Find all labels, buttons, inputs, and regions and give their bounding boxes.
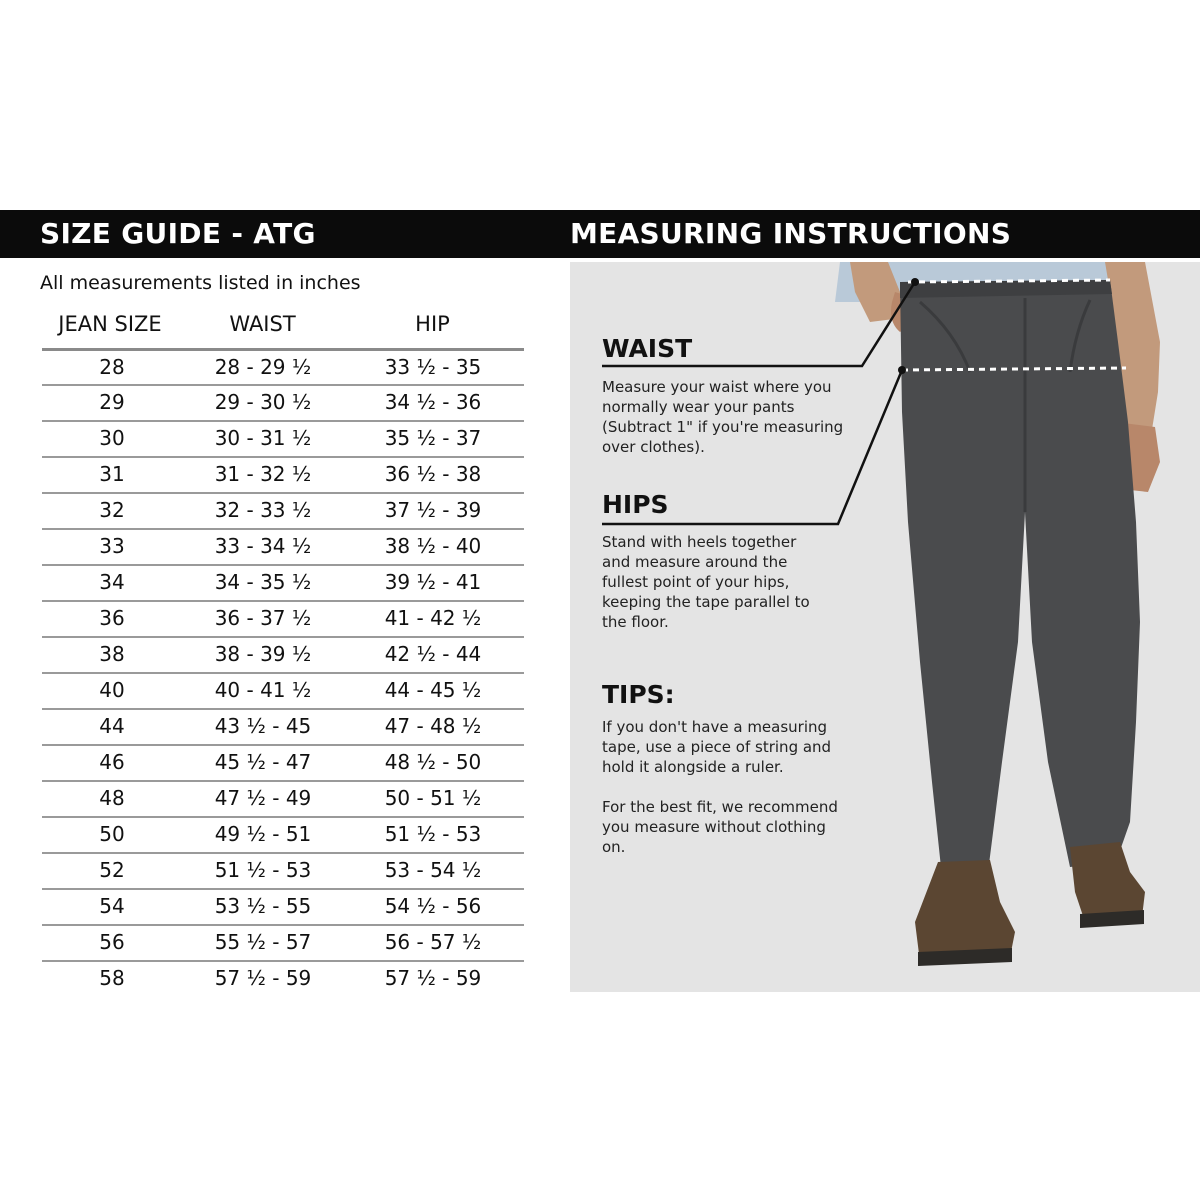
table-row bbox=[42, 708, 524, 744]
hip-cell: 38 ½ - 40 bbox=[384, 534, 482, 558]
hip-cell: 54 ½ - 56 bbox=[384, 894, 482, 918]
column-header-waist: WAIST bbox=[229, 312, 296, 336]
hips-heading: HIPS bbox=[602, 490, 669, 519]
jean-size-cell: 50 bbox=[99, 822, 125, 846]
hip-cell: 56 - 57 ½ bbox=[384, 930, 482, 954]
waist-cell: 47 ½ - 49 bbox=[214, 786, 312, 810]
waist-cell: 49 ½ - 51 bbox=[214, 822, 312, 846]
hip-cell: 33 ½ - 35 bbox=[384, 355, 482, 379]
jean-size-cell: 29 bbox=[99, 390, 125, 414]
hip-cell: 44 - 45 ½ bbox=[384, 678, 482, 702]
jean-size-cell: 34 bbox=[99, 570, 125, 594]
jean-size-cell: 52 bbox=[99, 858, 125, 882]
waist-cell: 51 ½ - 53 bbox=[214, 858, 312, 882]
waist-instructions bbox=[602, 377, 862, 477]
waist-cell: 57 ½ - 59 bbox=[214, 966, 312, 990]
table-row bbox=[42, 456, 524, 492]
hip-cell: 57 ½ - 59 bbox=[384, 966, 482, 990]
hips-instructions-text: Stand with heels together and measure around the fullest point of your hips, keeping the tape parallel to the floor. bbox=[602, 533, 810, 631]
tips-text-1: If you don't have a measuring tape, use a piece of string and hold it alongside a ruler. bbox=[602, 718, 832, 776]
waist-cell: 29 - 30 ½ bbox=[214, 390, 312, 414]
measurement-note: All measurements listed in inches bbox=[40, 272, 361, 294]
tips-instructions bbox=[602, 717, 847, 877]
hip-tape-line bbox=[902, 368, 1126, 370]
tips-heading: TIPS: bbox=[602, 680, 675, 709]
table-row bbox=[42, 564, 524, 600]
hip-cell: 35 ½ - 37 bbox=[384, 426, 482, 450]
jean-size-cell: 48 bbox=[99, 786, 125, 810]
waist-cell: 43 ½ - 45 bbox=[214, 714, 312, 738]
hip-cell: 50 - 51 ½ bbox=[384, 786, 482, 810]
hip-cell: 47 - 48 ½ bbox=[384, 714, 482, 738]
waist-cell: 36 - 37 ½ bbox=[214, 606, 312, 630]
jean-size-cell: 38 bbox=[99, 642, 125, 666]
waist-cell: 33 - 34 ½ bbox=[214, 534, 312, 558]
waist-leader-dot bbox=[911, 278, 919, 286]
jean-size-cell: 58 bbox=[99, 966, 125, 990]
jean-size-cell: 46 bbox=[99, 750, 125, 774]
table-row bbox=[42, 492, 524, 528]
tips-text-2: For the best fit, we recommend you measure without clothing on. bbox=[602, 798, 838, 856]
waist-instructions-text: Measure your waist where you normally wear your pants (Subtract 1" if you're measuring over clothes). bbox=[602, 378, 844, 456]
hips-instructions bbox=[602, 532, 817, 652]
waist-cell: 55 ½ - 57 bbox=[214, 930, 312, 954]
jean-size-cell: 33 bbox=[99, 534, 125, 558]
hip-cell: 41 - 42 ½ bbox=[384, 606, 482, 630]
header-bar bbox=[0, 210, 1200, 258]
hip-cell: 34 ½ - 36 bbox=[384, 390, 482, 414]
table-row bbox=[42, 888, 524, 924]
table-row bbox=[42, 636, 524, 672]
right-boot-shape bbox=[1070, 842, 1145, 922]
jean-size-cell: 30 bbox=[99, 426, 125, 450]
table-row bbox=[42, 600, 524, 636]
waist-cell: 40 - 41 ½ bbox=[214, 678, 312, 702]
hip-cell: 48 ½ - 50 bbox=[384, 750, 482, 774]
table-row bbox=[42, 672, 524, 708]
table-row bbox=[42, 348, 524, 384]
waist-cell: 53 ½ - 55 bbox=[214, 894, 312, 918]
waist-cell: 28 - 29 ½ bbox=[214, 355, 312, 379]
jean-size-cell: 40 bbox=[99, 678, 125, 702]
table-row bbox=[42, 420, 524, 456]
waist-cell: 45 ½ - 47 bbox=[214, 750, 312, 774]
measuring-instructions-title: MEASURING INSTRUCTIONS bbox=[570, 217, 1012, 250]
column-header-hip: HIP bbox=[415, 312, 450, 336]
waist-cell: 32 - 33 ½ bbox=[214, 498, 312, 522]
jean-size-cell: 44 bbox=[99, 714, 125, 738]
jean-size-cell: 28 bbox=[99, 355, 125, 379]
column-header-jean-size: JEAN SIZE bbox=[58, 312, 162, 336]
jean-size-cell: 56 bbox=[99, 930, 125, 954]
waist-heading: WAIST bbox=[602, 334, 693, 363]
hip-cell: 37 ½ - 39 bbox=[384, 498, 482, 522]
table-row bbox=[42, 924, 524, 960]
table-row bbox=[42, 744, 524, 780]
hip-cell: 42 ½ - 44 bbox=[384, 642, 482, 666]
waist-cell: 30 - 31 ½ bbox=[214, 426, 312, 450]
table-row bbox=[42, 960, 524, 996]
waist-cell: 34 - 35 ½ bbox=[214, 570, 312, 594]
jean-size-cell: 32 bbox=[99, 498, 125, 522]
jean-size-cell: 54 bbox=[99, 894, 125, 918]
left-boot-shape bbox=[915, 860, 1015, 962]
table-row bbox=[42, 852, 524, 888]
table-row bbox=[42, 816, 524, 852]
jean-size-cell: 36 bbox=[99, 606, 125, 630]
size-guide-title: SIZE GUIDE - ATG bbox=[40, 217, 316, 250]
table-row bbox=[42, 780, 524, 816]
hip-cell: 36 ½ - 38 bbox=[384, 462, 482, 486]
table-row bbox=[42, 528, 524, 564]
size-table bbox=[42, 348, 524, 996]
hip-cell: 51 ½ - 53 bbox=[384, 822, 482, 846]
hip-cell: 39 ½ - 41 bbox=[384, 570, 482, 594]
jean-size-cell: 31 bbox=[99, 462, 125, 486]
hip-cell: 53 - 54 ½ bbox=[384, 858, 482, 882]
waist-cell: 38 - 39 ½ bbox=[214, 642, 312, 666]
hips-leader-dot bbox=[898, 366, 906, 374]
table-row bbox=[42, 384, 524, 420]
waist-cell: 31 - 32 ½ bbox=[214, 462, 312, 486]
